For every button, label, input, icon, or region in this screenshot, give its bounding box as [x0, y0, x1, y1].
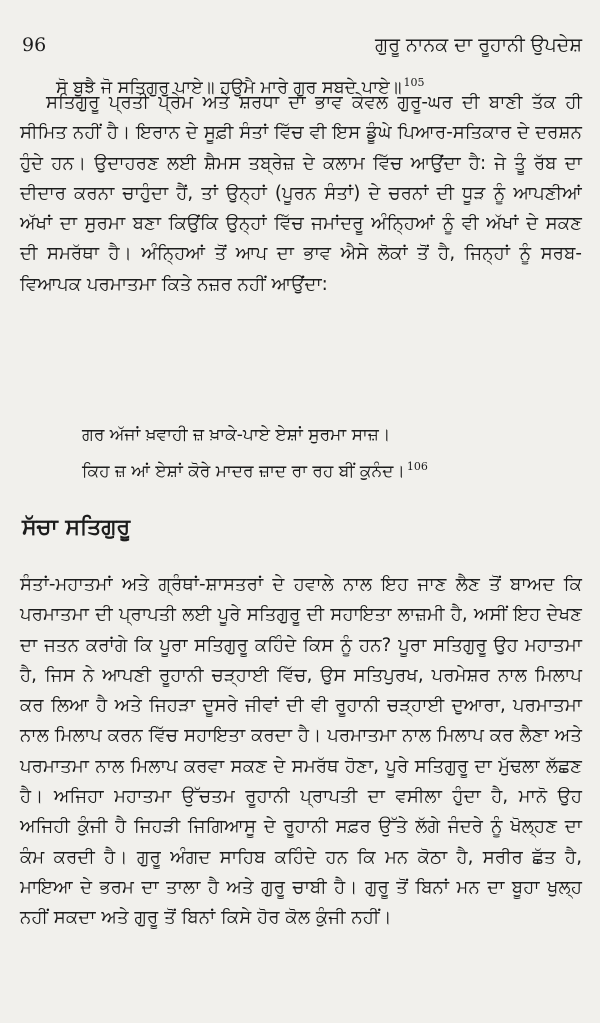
paragraph-body-2: ਸੰਤਾਂ-ਮਹਾਤਮਾਂ ਅਤੇ ਗ੍ਰੰਥਾਂ-ਸ਼ਾਸਤਰਾਂ ਦੇ ਹਵਾਲੇ ਨਾਲ ਇਹ ਜਾਣ ਲੈਣ ਤੋਂ ਬਾਅਦ ਕਿ ਪਰਮਾਤਮਾ ਦੀ ਪ੍ਰਾਪਤੀ ਲਈ ਪੂਰੇ ਸਤਿਗੁਰੂ ਦੀ ਸਹਾਇਤਾ ਲਾਜ਼ਮੀ ਹੈ, ਅਸੀਂ ਇਹ ਦੇਖਣ ਦਾ ਜਤਨ ਕਰਾਂਗੇ ਕਿ ਪੂਰਾ ਸਤਿਗੁਰੂ ਕਹਿੰਦੇ ਕਿਸ ਨੂੰ ਹਨ? ਪੂਰਾ ਸਤਿਗੁਰੂ ਉਹ ਮਹਾਤਮਾ ਹੈ, ਜਿਸ ਨੇ ਆਪਣੀ ਰੂਹਾਨੀ ਚੜ੍ਹਾਈ ਵਿੱਚ, ਉਸ ਸਤਿਪੁਰਖ, ਪਰਮੇਸ਼ਰ ਨਾਲ ਮਿਲਾਪ ਕਰ ਲਿਆ ਹੈ ਅਤੇ ਜਿਹੜਾ ਦੂਸਰੇ ਜੀਵਾਂ ਦੀ ਵੀ ਰੂਹਾਨੀ ਚੜ੍ਹਾਈ ਦੁਆਰਾ, ਪਰਮਾਤਮਾ ਨਾਲ ਮਿਲਾਪ ਕਰਨ ਵਿੱਚ ਸਹਾਇਤਾ ਕਰਦਾ ਹੈ। ਪਰਮਾਤਮਾ ਨਾਲ ਮਿਲਾਪ ਕਰ ਲੈਣਾ ਅਤੇ ਪਰਮਾਤਮਾ ਨਾਲ ਮਿਲਾਪ ਕਰਵਾ ਸਕਣ ਦੇ ਸਮਰੱਥ ਹੋਣਾ, ਪੂਰੇ ਸਤਿਗੁਰੂ ਦਾ ਮੁੱਢਲਾ ਲੱਛਣ ਹੈ। ਅਜਿਹਾ ਮਹਾਤਮਾ ਉੱਚਤਮ ਰੂਹਾਨੀ ਪ੍ਰਾਪਤੀ ਦਾ ਵਸੀਲਾ ਹੁੰਦਾ ਹੈ, ਮਾਨੋ ਉਹ ਅਜਿਹੀ ਕੁੰਜੀ ਹੈ ਜਿਹੜੀ ਜਿਗਿਆਸੂ ਦੇ ਰੂਹਾਨੀ ਸਫ਼ਰ ਉੱਤੇ ਲੱਗੇ ਜੰਦਰੇ ਨੂੰ ਖੋਲ੍ਹਣ ਦਾ ਕੰਮ ਕਰਦੀ ਹੈ। ਗੁਰੂ ਅੰਗਦ ਸਾਹਿਬ ਕਹਿੰਦੇ ਹਨ ਕਿ ਮਨ ਕੋਠਾ ਹੈ, ਸਰੀਰ ਛੱਤ ਹੈ, ਮਾਇਆ ਦੇ ਭਰਮ ਦਾ ਤਾਲਾ ਹੈ ਅਤੇ ਗੁਰੂ ਚਾਬੀ ਹੈ। ਗੁਰੂ ਤੋਂ ਬਿਨਾਂ ਮਨ ਦਾ ਬੂਹਾ ਖੁਲ੍ਹ ਨਹੀਂ ਸਕਦਾ ਅਤੇ ਗੁਰੂ ਤੋਂ ਬਿਨਾਂ ਕਿਸੇ ਹੋਰ ਕੋਲ ਕੁੰਜੀ ਨਹੀਂ।	[20, 574, 582, 929]
verse-text: ਸੋ ਬੂਝੈ ਜੋ ਸਤਿਗੁਰੁ ਪਾਏ॥ ਹਉਮੈ ਮਾਰੇ ਗੁਰ ਸਬਦੇ ਪਾਏ॥	[56, 77, 402, 98]
running-title: ਗੁਰੂ ਨਾਨਕ ਦਾ ਰੂਹਾਨੀ ਉਪਦੇਸ਼	[374, 34, 582, 56]
persian-quote-line-1	[82, 424, 582, 446]
page-header	[22, 30, 582, 60]
footnote-marker-106: 106	[406, 460, 428, 473]
page-number: 96	[22, 34, 47, 56]
section-heading: ਸੱਚਾ ਸਤਿਗੁਰੂ	[22, 515, 131, 540]
persian-quote-line-2	[82, 456, 582, 483]
paragraph-body-1: ਸਤਿਗੁਰੂ ਪ੍ਰਤੀ ਪ੍ਰੇਮ ਅਤੇ ਸ਼ਰਧਾ ਦਾ ਭਾਵ ਕੇਵਲ ਗੁਰੂ-ਘਰ ਦੀ ਬਾਣੀ ਤੱਕ ਹੀ ਸੀਮਿਤ ਨਹੀਂ ਹੈ। ਇਰਾਨ ਦੇ ਸੂਫ਼ੀ ਸੰਤਾਂ ਵਿੱਚ ਵੀ ਇਸ ਡੂੰਘੇ ਪਿਆਰ-ਸਤਿਕਾਰ ਦੇ ਦਰਸ਼ਨ ਹੁੰਦੇ ਹਨ। ਉਦਾਹਰਣ ਲਈ ਸ਼ੈਮਸ ਤਬ੍ਰੇਜ਼ ਦੇ ਕਲਾਮ ਵਿੱਚ ਆਉਂਦਾ ਹੈ: ਜੇ ਤੂੰ ਰੱਬ ਦਾ ਦੀਦਾਰ ਕਰਨਾ ਚਾਹੁੰਦਾ ਹੈਂ, ਤਾਂ ਉਨ੍ਹਾਂ (ਪੂਰਨ ਸੰਤਾਂ) ਦੇ ਚਰਨਾਂ ਦੀ ਧੂੜ ਨੂੰ ਆਪਣੀਆਂ ਅੱਖਾਂ ਦਾ ਸੁਰਮਾ ਬਣਾ ਕਿਉਂਕਿ ਉਨ੍ਹਾਂ ਵਿੱਚ ਜਮਾਂਦਰੂ ਅੰਨ੍ਹਿਆਂ ਨੂੰ ਵੀ ਅੱਖਾਂ ਦੇ ਸਕਣ ਦੀ ਸਮਰੱਥਾ ਹੈ। ਅੰਨ੍ਹਿਆਂ ਤੋਂ ਆਪ ਦਾ ਭਾਵ ਐਸੇ ਲੋਕਾਂ ਤੋਂ ਹੈ, ਜਿਨ੍ਹਾਂ ਨੂੰ ਸਰਬ-ਵਿਆਪਕ ਪਰਮਾਤਮਾ ਕਿਤੇ ਨਜ਼ਰ ਨਹੀਂ ਆਉਂਦਾ:	[20, 92, 582, 295]
quote-line-1-text: ਗਰ ਅੱਜਾਂ ਖ਼ਵਾਹੀ ਜ਼ ਖ਼ਾਕੇ-ਪਾਏ ਏਸ਼ਾਂ ਸੁਰਮਾ ਸਾਜ਼।	[82, 425, 391, 445]
footnote-marker-105: 105	[403, 76, 425, 89]
quote-line-2-text: ਕਿਹ ਜ਼ ਆਂ ਏਸ਼ਾਂ ਕੋਰੇ ਮਾਦਰ ਜ਼ਾਦ ਰਾ ਰਹ ਬੀਂ ਕੁਨੰਦ।	[82, 461, 405, 482]
